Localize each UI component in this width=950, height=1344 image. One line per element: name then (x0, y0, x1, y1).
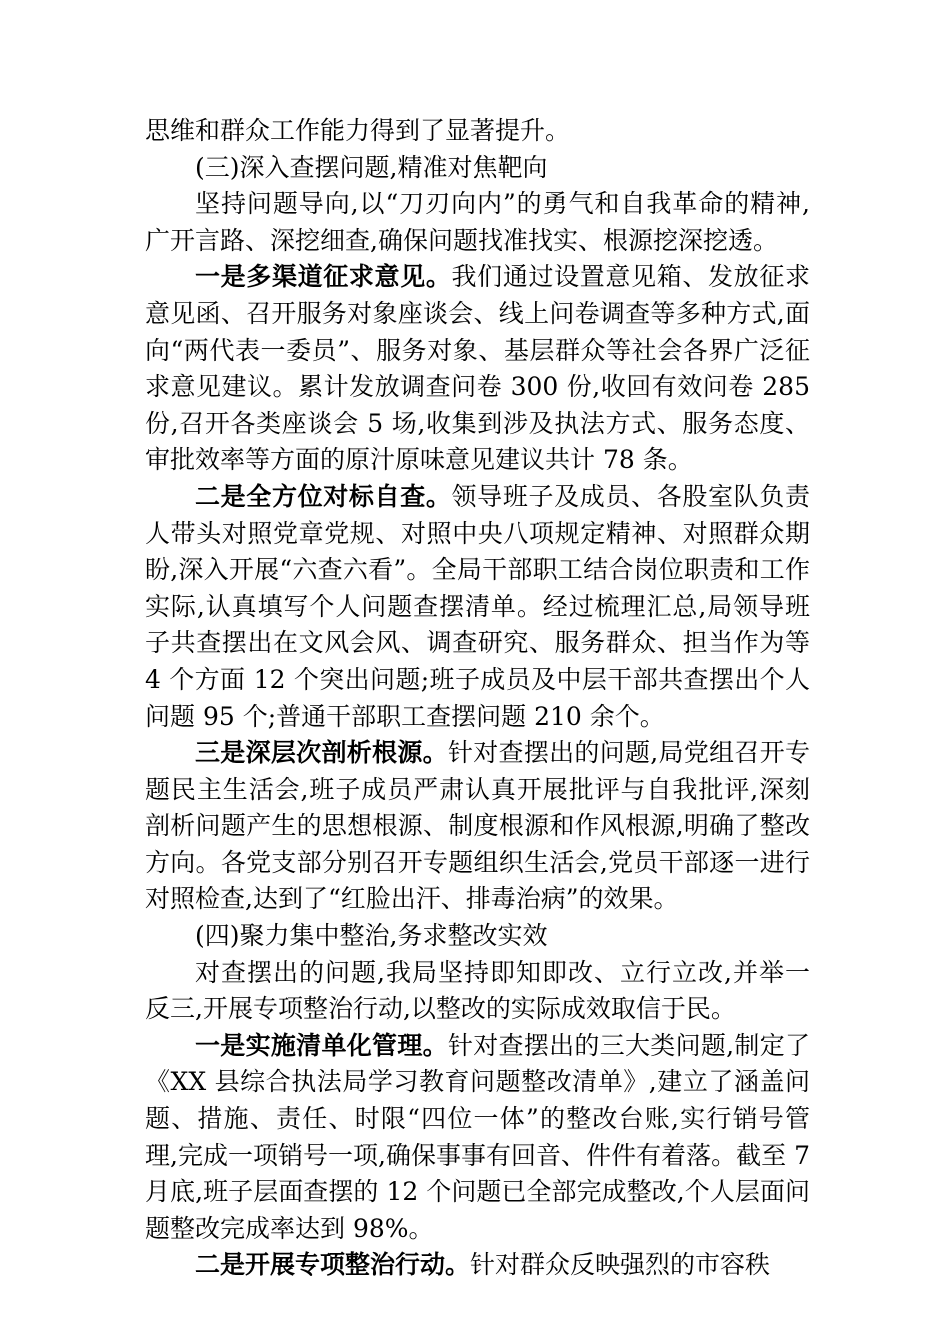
lead-phrase: 一是多渠道征求意见。 (195, 262, 452, 292)
paragraph-multichannel-opinions (145, 259, 810, 479)
document-page (145, 113, 810, 1284)
paragraph-intro-tail: 思维和群众工作能力得到了显著提升。 (145, 116, 571, 145)
lead-phrase: 二是开展专项整治行动。 (195, 1250, 471, 1280)
paragraph-body: 针对查摆出的问题,局党组召开专题民主生活会,班子成员严肃认真开展批评与自我批评,深刻剖析问题产生的思想根源、制度根源和作风根源,明确了整改方向。各党支部分别召开专题组织生活会,党员干部逐一进行对照检查,达到了“红脸出汗、排毒治病”的效果。 (145, 738, 810, 914)
section-heading-4: (四)聚力集中整治,务求整改实效 (195, 921, 548, 951)
lead-phrase: 二是全方位对标自查。 (195, 481, 452, 511)
paragraph-body: 针对群众反映强烈的市容秩 (470, 1250, 771, 1280)
paragraph-body: 我们通过设置意见箱、发放征求意见函、召开服务对象座谈会、线上问卷调查等多种方式,面向“两代表一委员”、服务对象、基层群众等社会各界广泛征求意见建议。累计发放调查问卷 300 份,收回有效问卷 285 份,召开各类座谈会 5 场,收集到涉及执法方式、服务态度、审批效率等方面的原汁原味意见建议共计 78 条。 (145, 262, 810, 475)
lead-phrase: 三是深层次剖析根源。 (195, 738, 448, 768)
paragraph-root-analysis (145, 735, 810, 918)
paragraph-special-rectification (145, 1247, 810, 1284)
paragraph-self-check (145, 479, 810, 735)
section-heading-3: (三)深入查摆问题,精准对焦靶向 (195, 152, 548, 182)
paragraph-body: 针对查摆出的三大类问题,制定了《XX 县综合执法局学习教育问题整改清单》,建立了涵盖问题、措施、责任、时限“四位一体”的整改台账,实行销号管理,完成一项销号一项,确保事事有回音、件件有着落。截至 7 月底,班子层面查摆的 12 个问题已全部完成整改,个人层面问题整改完成率达到 98%。 (145, 1030, 810, 1243)
paragraph-list-management (145, 1028, 810, 1248)
paragraph-section-3-intro: 坚持问题导向,以“刀刃向内”的勇气和自我革命的精神,广开言路、深挖细查,确保问题找准找实、根源挖深挖透。 (145, 189, 810, 255)
paragraph-section-4-intro: 对查摆出的问题,我局坚持即知即改、立行立改,并举一反三,开展专项整治行动,以整改的实际成效取信于民。 (145, 957, 810, 1024)
paragraph-body: 领导班子及成员、各股室队负责人带头对照党章党规、对照中央八项规定精神、对照群众期盼,深入开展“六查六看”。全局干部职工结合岗位职责和工作实际,认真填写个人问题查摆清单。经过梳理汇总,局领导班子共查摆出在文风会风、调查研究、服务群众、担当作为等 4 个方面 12 个突出问题;班子成员及中层干部共查摆出个人问题 95 个;普通干部职工查摆问题 210 余个。 (145, 481, 810, 731)
lead-phrase: 一是实施清单化管理。 (195, 1030, 448, 1060)
